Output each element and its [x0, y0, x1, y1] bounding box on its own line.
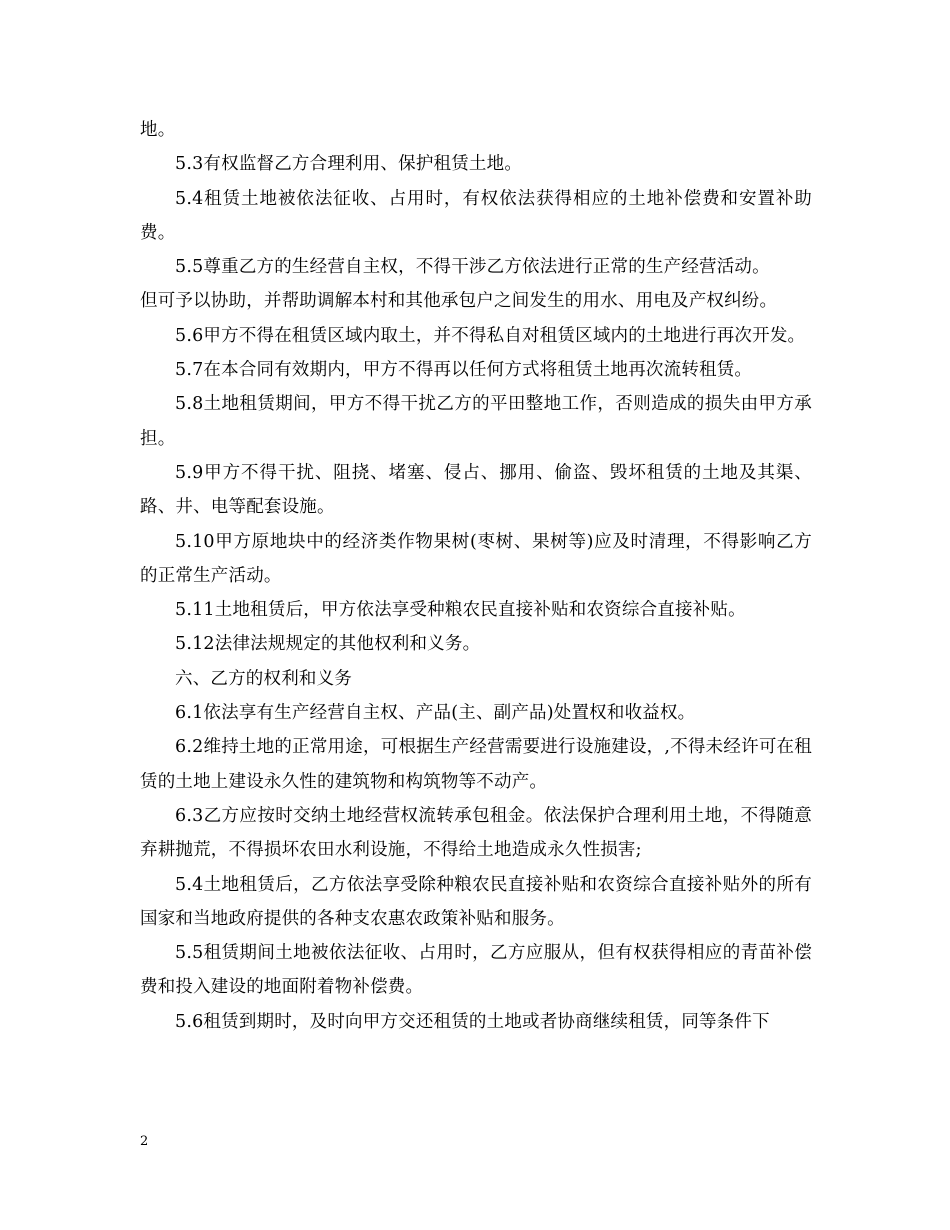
paragraph: 地。 — [140, 120, 176, 140]
paragraph: 5.11土地租赁后，甲方依法享受种粮农民直接补贴和农资综合直接补贴。 — [175, 600, 746, 621]
paragraph: 5.9甲方不得干扰、阻挠、堵塞、侵占、挪用、偷盗、毁坏租赁的土地及其渠、路、井、电等配套设施。 — [140, 462, 812, 518]
paragraph: 5.7在本合同有效期内，甲方不得再以任何方式将租赁土地再次流转租赁。 — [175, 360, 753, 381]
paragraph: 5.6租赁到期时，及时向甲方交还租赁的土地或者协商继续租赁，同等条件下 — [175, 1011, 770, 1032]
paragraph: 六、乙方的权利和义务 — [175, 668, 352, 689]
paragraph: 5.4土地租赁后，乙方依法享受除种粮农民直接补贴和农资综合直接补贴外的所有国家和当地政府提供的各种支农惠农政策补贴和服务。 — [140, 874, 812, 929]
paragraph: 但可予以协助，并帮助调解本村和其他承包户之间发生的用水、用电及产权纠纷。 — [140, 291, 778, 312]
paragraph: 5.8土地租赁期间，甲方不得干扰乙方的平田整地工作，否则造成的损失由甲方承担。 — [140, 394, 812, 449]
paragraph: 5.4租赁土地被依法征收、占用时，有权依法获得相应的土地补偿费和安置补助费。 — [140, 188, 812, 243]
paragraph: 5.10甲方原地块中的经济类作物果树(枣树、果树等)应及时清理，不得影响乙方的正常生产活动。 — [140, 531, 812, 586]
paragraph: 6.1依法享有生产经营自主权、产品(主、副产品)处置权和收益权。 — [175, 703, 696, 724]
paragraph: 5.3有权监督乙方合理利用、保护租赁土地。 — [175, 154, 523, 175]
paragraph: 5.5尊重乙方的生经营自主权，不得干涉乙方依法进行正常的生产经营活动。 — [175, 257, 770, 278]
document-body — [140, 113, 812, 1039]
page-number: 2 — [140, 1134, 149, 1149]
paragraph: 5.6甲方不得在租赁区域内取土，并不得私自对租赁区域内的土地进行再次开发。 — [175, 325, 806, 346]
paragraph: 5.12法律法规规定的其他权利和义务。 — [175, 634, 481, 655]
paragraph: 6.3乙方应按时交纳土地经营权流转承包租金。依法保护合理利用土地，不得随意弃耕抛荒，不得损坏农田水利设施，不得给土地造成永久性损害; — [140, 805, 812, 861]
paragraph: 5.5租赁期间土地被依法征收、占用时，乙方应服从，但有权获得相应的青苗补偿费和投入建设的地面附着物补偿费。 — [140, 943, 812, 998]
paragraph: 6.2维持土地的正常用途，可根据生产经营需要进行设施建设，,不得未经许可在租赁的土地上建设永久性的建筑物和构筑物等不动产。 — [140, 737, 812, 792]
